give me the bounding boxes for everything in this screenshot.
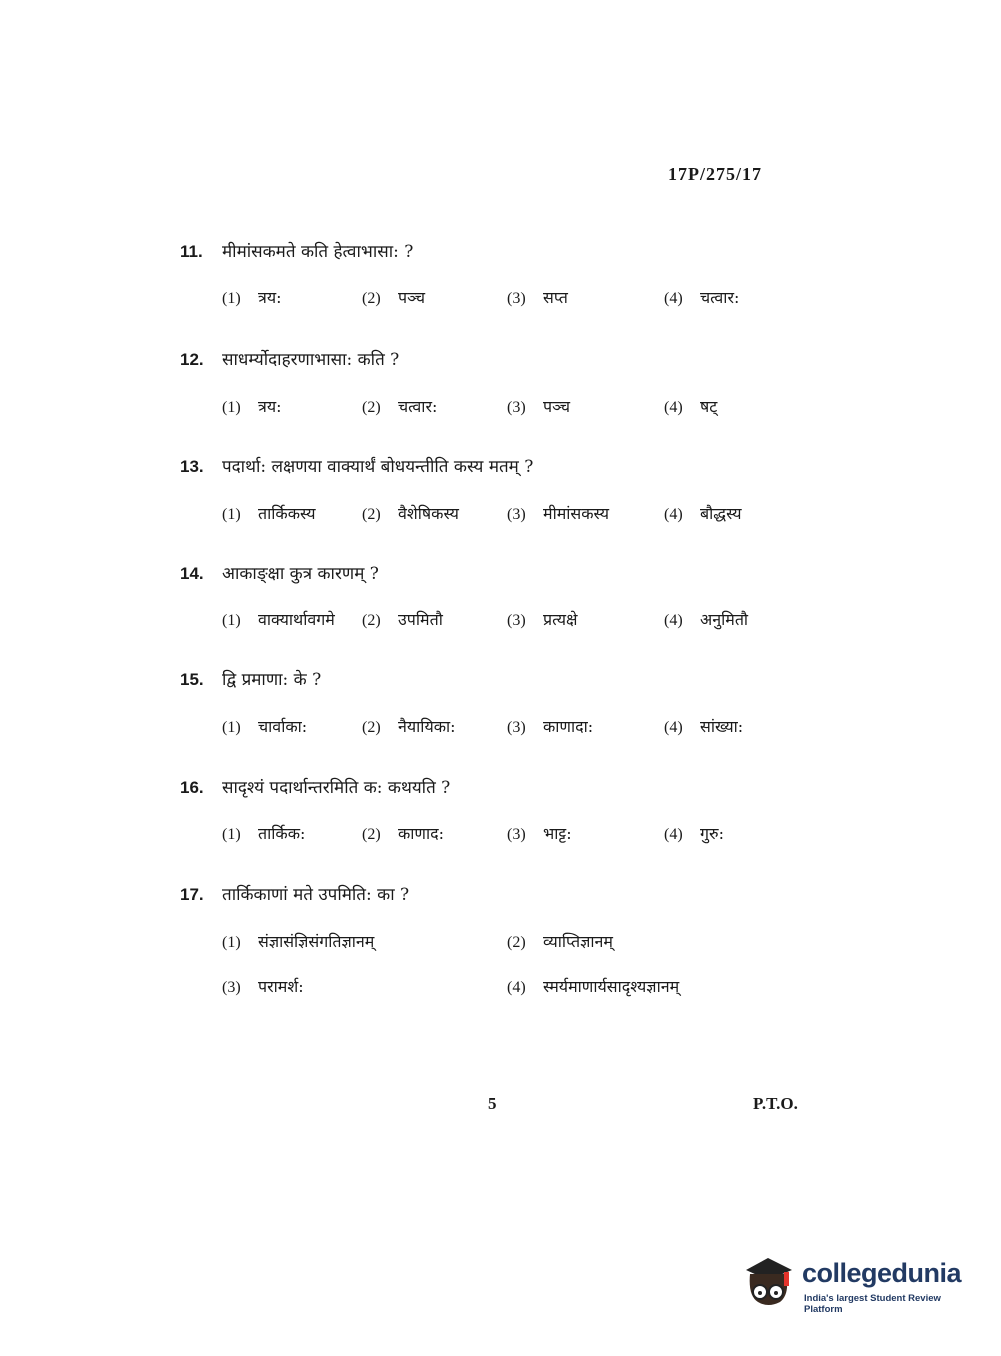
option <box>664 395 717 420</box>
option-text: संज्ञासंज्ञिसंगतिज्ञानम् <box>258 932 375 951</box>
option <box>222 502 316 527</box>
option <box>362 286 425 311</box>
option-text: त्रय: <box>258 397 282 416</box>
option-number: (2) <box>507 934 526 951</box>
question-text: तार्किकाणां मते उपमिति: का ? <box>222 885 410 905</box>
option-number: (1) <box>222 826 241 843</box>
option <box>222 930 374 955</box>
option-text: भाट्ट: <box>543 824 572 843</box>
option-text: प्रत्यक्षे <box>543 610 578 629</box>
option <box>362 608 443 633</box>
option <box>507 395 570 420</box>
option-number: (3) <box>507 826 526 843</box>
option <box>222 975 304 1000</box>
option-number: (4) <box>664 826 683 843</box>
option <box>507 715 593 740</box>
question-number: 13. <box>180 457 204 476</box>
option <box>664 715 743 740</box>
brand-name: collegedunia <box>802 1258 962 1288</box>
option <box>664 608 748 633</box>
question-number: 15. <box>180 670 204 689</box>
mascot-icon <box>742 1248 802 1318</box>
option-number: (3) <box>507 290 526 307</box>
question-text: मीमांसकमते कति हेत्वाभासा: ? <box>222 242 414 262</box>
question-12 <box>180 348 399 372</box>
page-number: 5 <box>488 1094 497 1113</box>
option-text: काणादा: <box>543 717 594 736</box>
option-number: (2) <box>362 506 381 523</box>
option-number: (1) <box>222 506 241 523</box>
option-text: वैशेषिकस्य <box>398 504 459 523</box>
option <box>222 715 307 740</box>
option-number: (4) <box>664 612 683 629</box>
option-text: अनुमितौ <box>700 610 749 629</box>
option-text: परामर्श: <box>258 977 304 996</box>
option-number: (1) <box>222 399 241 416</box>
option-text: उपमितौ <box>398 610 443 629</box>
option-text: त्रय: <box>258 288 282 307</box>
option <box>507 608 578 633</box>
option <box>507 822 572 847</box>
option-text: सांख्या: <box>700 717 744 736</box>
option <box>362 502 459 527</box>
option-number: (2) <box>362 719 381 736</box>
option-text: वाक्यार्थावगमे <box>258 610 335 629</box>
option-number: (4) <box>664 506 683 523</box>
option <box>664 286 739 311</box>
option-number: (3) <box>222 979 241 996</box>
option <box>222 608 335 633</box>
option <box>664 502 742 527</box>
question-number: 16. <box>180 778 204 797</box>
option-text: चत्वार: <box>700 288 740 307</box>
option-number: (4) <box>664 399 683 416</box>
option-number: (4) <box>664 290 683 307</box>
option-text: व्याप्तिज्ञानम् <box>543 932 613 951</box>
option <box>507 286 568 311</box>
option-number: (1) <box>222 290 241 307</box>
option <box>362 395 437 420</box>
option-number: (4) <box>664 719 683 736</box>
option-text: षट् <box>700 397 718 416</box>
question-text: पदार्था: लक्षणया वाक्यार्थं बोधयन्तीति कस्य मतम् ? <box>222 457 534 477</box>
option-number: (2) <box>362 399 381 416</box>
option <box>362 715 456 740</box>
question-text: सादृश्यं पदार्थान्तरमिति क: कथयति ? <box>222 778 451 798</box>
option-number: (2) <box>362 290 381 307</box>
option-text: चार्वाका: <box>258 717 308 736</box>
question-text: आकाङ्क्षा कुत्र कारणम् ? <box>222 564 379 584</box>
option <box>507 502 609 527</box>
option-number: (3) <box>507 506 526 523</box>
option <box>222 822 305 847</box>
question-number: 14. <box>180 564 204 583</box>
option-text: पञ्च <box>543 397 571 416</box>
collegedunia-logo <box>742 1248 972 1318</box>
option-text: बौद्धस्य <box>700 504 742 523</box>
question-11 <box>180 240 413 264</box>
question-16 <box>180 776 450 800</box>
option <box>222 395 282 420</box>
brand-tagline: India's largest Student Review Platform <box>804 1293 941 1315</box>
option <box>507 930 613 955</box>
question-text: द्वि प्रमाणा: के ? <box>222 670 322 690</box>
option-text: तार्किकस्य <box>258 504 316 523</box>
question-15 <box>180 668 321 692</box>
option <box>507 975 679 1000</box>
option-text: गुरु: <box>700 824 724 843</box>
question-number: 17. <box>180 885 204 904</box>
paper-code: 17P/275/17 <box>668 164 762 184</box>
option-number: (1) <box>222 934 241 951</box>
option-text: चत्वार: <box>398 397 438 416</box>
option-text: नैयायिका: <box>398 717 456 736</box>
option-number: (1) <box>222 612 241 629</box>
option-text: सप्त <box>543 288 568 307</box>
option-number: (1) <box>222 719 241 736</box>
option-text: तार्किक: <box>258 824 306 843</box>
option-number: (3) <box>507 399 526 416</box>
option-number: (2) <box>362 612 381 629</box>
option-number: (3) <box>507 612 526 629</box>
option-number: (4) <box>507 979 526 996</box>
option-text: पञ्च <box>398 288 426 307</box>
question-number: 11. <box>180 242 203 261</box>
option-number: (3) <box>507 719 526 736</box>
option-number: (2) <box>362 826 381 843</box>
question-13 <box>180 455 533 479</box>
option-text: काणाद: <box>398 824 445 843</box>
question-14 <box>180 562 379 586</box>
question-text: साधर्म्योदाहरणाभासा: कति ? <box>222 350 400 370</box>
pto-label: P.T.O. <box>753 1094 798 1113</box>
question-number: 12. <box>180 350 204 369</box>
option-text: स्मर्यमाणार्यसादृश्यज्ञानम् <box>543 977 680 996</box>
option-text: मीमांसकस्य <box>543 504 610 523</box>
option <box>222 286 282 311</box>
option <box>664 822 724 847</box>
option <box>362 822 444 847</box>
question-17 <box>180 883 409 907</box>
